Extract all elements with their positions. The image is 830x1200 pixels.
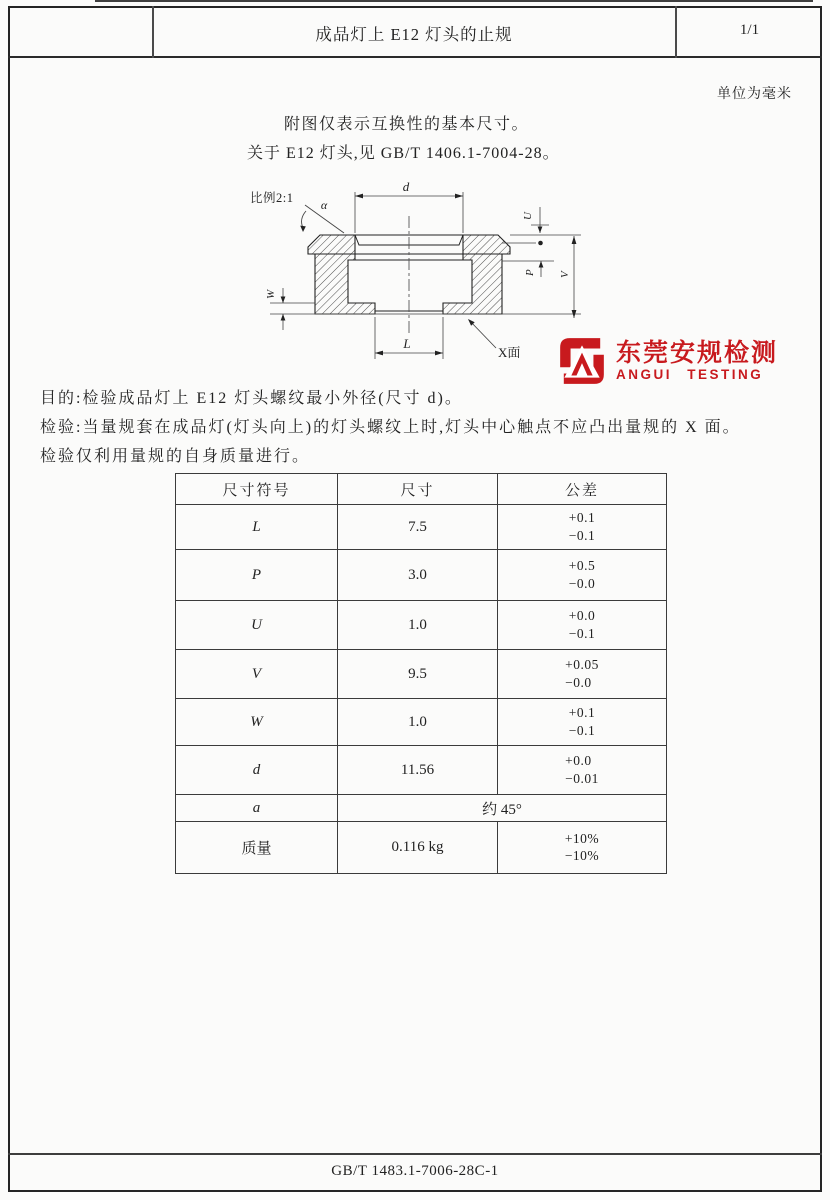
scan-artifact-line: [95, 0, 813, 2]
gauge-section-drawing: [240, 178, 600, 378]
table-row: [176, 650, 667, 699]
table-row: [176, 550, 667, 601]
cell-dimension: 1.0: [338, 699, 498, 746]
cell-symbol: 质量: [176, 822, 338, 874]
cell-symbol: P: [176, 550, 338, 601]
intro-line-2: 关于 E12 灯头,见 GB/T 1406.1-7004-28。: [247, 145, 560, 162]
logo-name-cn: 东莞安规检测: [616, 338, 779, 367]
purpose-line-1: 目的:检验成品灯上 E12 灯头螺纹最小外径(尺寸 d)。: [40, 390, 463, 407]
table-row: [176, 795, 667, 822]
page-number: 1/1: [739, 22, 760, 38]
table-row: [176, 601, 667, 650]
purpose-line-2: 检验:当量规套在成品灯(灯头向上)的灯头螺纹上时,灯头中心触点不应凸出量规的 X 面。: [40, 419, 741, 436]
table-row: [176, 505, 667, 550]
table-row: [176, 746, 667, 795]
cell-dimension: 0.116 kg: [338, 822, 498, 874]
drawing-scale-label: 比例2:1: [250, 191, 294, 205]
section-body-right: [443, 254, 502, 314]
cell-dimension: 约 45°: [338, 795, 667, 822]
section-body-left: [315, 254, 375, 314]
logo-name-en: ANGUI TESTING: [616, 367, 764, 383]
table-row: [176, 699, 667, 746]
dim-label-alpha: α: [320, 198, 328, 212]
dim-label-p: P: [524, 269, 536, 276]
column-header-dimension: 尺寸: [338, 474, 498, 505]
contact-point-marker: [538, 241, 543, 246]
cell-symbol: V: [176, 650, 338, 699]
cell-tolerance: +0.0 −0.01: [498, 746, 667, 795]
cell-symbol: d: [176, 746, 338, 795]
dim-label-u: U: [522, 212, 534, 220]
cell-tolerance: +0.5 −0.0: [498, 550, 667, 601]
cell-tolerance: +0.0 −0.1: [498, 601, 667, 650]
column-header-symbol: 尺寸符号: [176, 474, 338, 505]
purpose-paragraph: [40, 384, 812, 471]
cell-dimension: 11.56: [338, 746, 498, 795]
header-divider: [8, 56, 822, 58]
cell-symbol: W: [176, 699, 338, 746]
table-header-row: [176, 474, 667, 505]
cell-symbol: U: [176, 601, 338, 650]
cell-symbol: a: [176, 795, 338, 822]
dim-label-d: d: [402, 179, 410, 194]
cell-tolerance: +0.1 −0.1: [498, 699, 667, 746]
cell-dimension: 1.0: [338, 601, 498, 650]
spec-table-body: [176, 505, 667, 874]
column-header-tolerance: 公差: [498, 474, 667, 505]
x-face-label: X面: [498, 345, 521, 360]
cell-tolerance: +10% −10%: [498, 822, 667, 874]
purpose-line-3: 检验仅利用量规的自身质量进行。: [40, 448, 311, 465]
cell-dimension: 3.0: [338, 550, 498, 601]
cell-dimension: 9.5: [338, 650, 498, 699]
cell-tolerance: +0.05 −0.0: [498, 650, 667, 699]
footer-divider: [8, 1153, 822, 1155]
logo-s-mark: [556, 335, 608, 387]
cell-symbol: L: [176, 505, 338, 550]
dimension-spec-table: [175, 473, 667, 874]
table-row: [176, 822, 667, 874]
angui-testing-logo: [556, 335, 778, 387]
cell-tolerance: +0.1 −0.1: [498, 505, 667, 550]
page-title: 成品灯上 E12 灯头的止规: [315, 25, 513, 44]
intro-line-1: 附图仅表示互换性的基本尺寸。: [284, 116, 530, 133]
dim-label-w: W: [265, 289, 277, 299]
dim-label-v: V: [559, 271, 571, 278]
unit-note: 单位为毫米: [717, 87, 792, 102]
standard-code: GB/T 1483.1-7006-28C-1: [331, 1163, 499, 1179]
cell-dimension: 7.5: [338, 505, 498, 550]
dim-label-l: L: [403, 336, 411, 351]
